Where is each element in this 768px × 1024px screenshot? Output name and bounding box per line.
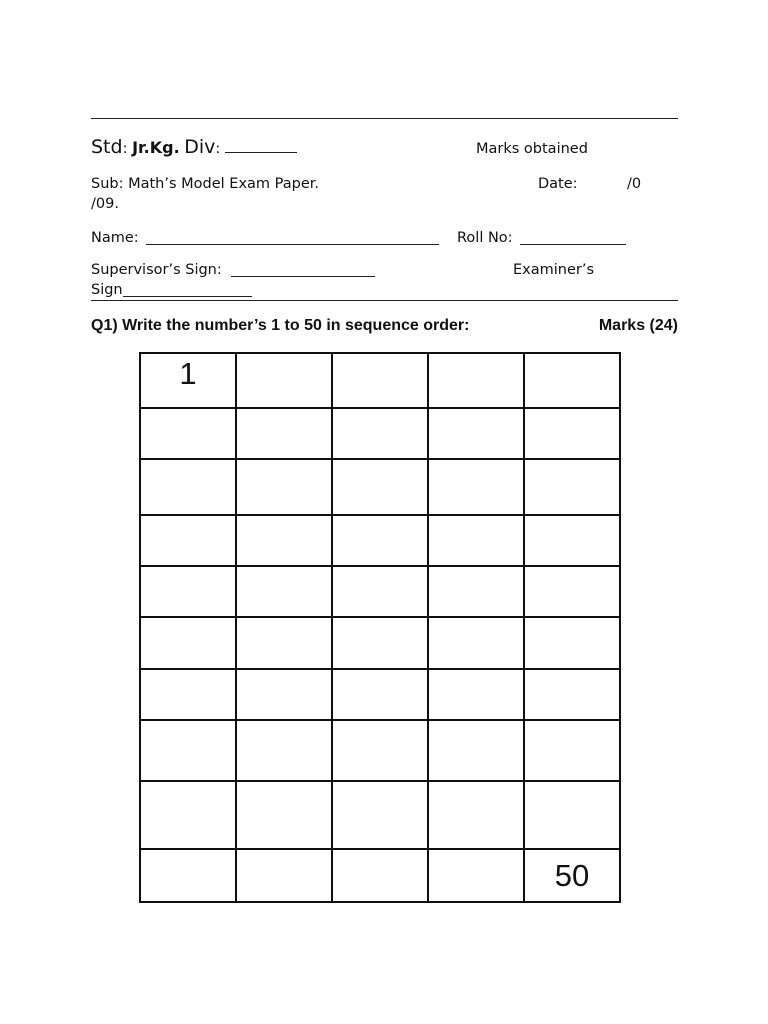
grid-cell[interactable] bbox=[524, 353, 620, 408]
grid-cell[interactable] bbox=[332, 566, 428, 617]
grid-cell[interactable]: 50 bbox=[524, 849, 620, 902]
grid-cell[interactable] bbox=[140, 617, 236, 669]
grid-row bbox=[140, 849, 620, 902]
date-part-1: /0 bbox=[627, 176, 642, 192]
grid-row bbox=[140, 408, 620, 459]
div-blank[interactable] bbox=[225, 138, 297, 153]
grid-cell[interactable] bbox=[140, 720, 236, 781]
div-colon: : bbox=[215, 141, 221, 157]
grid-cell[interactable] bbox=[428, 515, 524, 566]
grid-cell[interactable] bbox=[140, 515, 236, 566]
name-blank[interactable] bbox=[146, 230, 439, 245]
examiner-sign-blank[interactable] bbox=[123, 282, 252, 297]
grid-cell[interactable] bbox=[236, 459, 332, 515]
grid-row bbox=[140, 459, 620, 515]
grid-cell[interactable] bbox=[428, 617, 524, 669]
marks-obtained-label: Marks obtained bbox=[476, 141, 588, 157]
grid-cell[interactable] bbox=[236, 566, 332, 617]
grid-cell[interactable] bbox=[524, 408, 620, 459]
std-div-line bbox=[91, 136, 297, 158]
grid-cell[interactable] bbox=[524, 459, 620, 515]
div-label: Div bbox=[184, 136, 216, 158]
grid-row bbox=[140, 781, 620, 849]
grid-cell[interactable] bbox=[428, 566, 524, 617]
grid-cell[interactable] bbox=[236, 720, 332, 781]
std-value: Jr.Kg. bbox=[132, 138, 180, 157]
subject-line: Sub: Math’s Model Exam Paper. bbox=[91, 176, 319, 192]
sign-label: Sign bbox=[91, 282, 123, 298]
grid-cell[interactable] bbox=[236, 849, 332, 902]
examiner-label: Examiner’s bbox=[513, 262, 595, 278]
grid-cell[interactable]: 1 bbox=[140, 353, 236, 408]
grid-cell[interactable] bbox=[332, 781, 428, 849]
grid-cell[interactable] bbox=[236, 408, 332, 459]
grid-cell[interactable] bbox=[332, 720, 428, 781]
grid-cell[interactable] bbox=[140, 459, 236, 515]
grid-cell[interactable] bbox=[236, 669, 332, 720]
grid-cell[interactable] bbox=[236, 617, 332, 669]
grid-cell[interactable] bbox=[332, 669, 428, 720]
grid-cell[interactable] bbox=[140, 408, 236, 459]
grid-cell[interactable] bbox=[332, 849, 428, 902]
grid-cell[interactable] bbox=[428, 669, 524, 720]
question-text: Q1) Write the number’s 1 to 50 in sequence order: bbox=[91, 317, 470, 334]
grid-cell[interactable] bbox=[332, 459, 428, 515]
grid-cell[interactable] bbox=[140, 566, 236, 617]
grid-row bbox=[140, 566, 620, 617]
grid-cell[interactable] bbox=[236, 515, 332, 566]
grid-cell[interactable] bbox=[524, 669, 620, 720]
header-bottom-rule bbox=[91, 300, 678, 301]
grid-cell[interactable] bbox=[524, 566, 620, 617]
name-label: Name: bbox=[91, 230, 139, 246]
grid-row bbox=[140, 669, 620, 720]
grid-row bbox=[140, 720, 620, 781]
grid-cell[interactable] bbox=[332, 515, 428, 566]
grid-row bbox=[140, 617, 620, 669]
grid-cell[interactable] bbox=[428, 353, 524, 408]
grid-cell[interactable] bbox=[236, 353, 332, 408]
top-rule bbox=[91, 118, 678, 119]
number-grid bbox=[139, 352, 621, 903]
grid-cell[interactable] bbox=[524, 781, 620, 849]
std-label: Std bbox=[91, 136, 123, 158]
grid-cell[interactable] bbox=[332, 353, 428, 408]
grid-cell[interactable] bbox=[428, 720, 524, 781]
grid-cell[interactable] bbox=[428, 849, 524, 902]
grid-cell[interactable] bbox=[332, 408, 428, 459]
grid-cell[interactable] bbox=[428, 459, 524, 515]
grid-cell[interactable] bbox=[236, 781, 332, 849]
grid-cell[interactable] bbox=[428, 408, 524, 459]
date-part-2: /09. bbox=[91, 196, 119, 212]
grid-cell[interactable] bbox=[524, 515, 620, 566]
grid-row bbox=[140, 515, 620, 566]
supervisor-sign-blank[interactable] bbox=[231, 262, 375, 277]
supervisor-sign-label: Supervisor’s Sign: bbox=[91, 262, 222, 278]
question-marks: Marks (24) bbox=[598, 317, 678, 334]
grid-cell[interactable] bbox=[524, 720, 620, 781]
grid-cell[interactable] bbox=[428, 781, 524, 849]
roll-no-blank[interactable] bbox=[520, 230, 626, 245]
std-colon: : bbox=[122, 141, 128, 157]
date-label: Date: bbox=[538, 176, 578, 192]
roll-no-label: Roll No: bbox=[457, 230, 513, 246]
grid-row bbox=[140, 353, 620, 408]
grid-cell[interactable] bbox=[332, 617, 428, 669]
grid-cell[interactable] bbox=[140, 781, 236, 849]
grid-cell[interactable] bbox=[524, 617, 620, 669]
grid-cell[interactable] bbox=[140, 849, 236, 902]
grid-cell[interactable] bbox=[140, 669, 236, 720]
